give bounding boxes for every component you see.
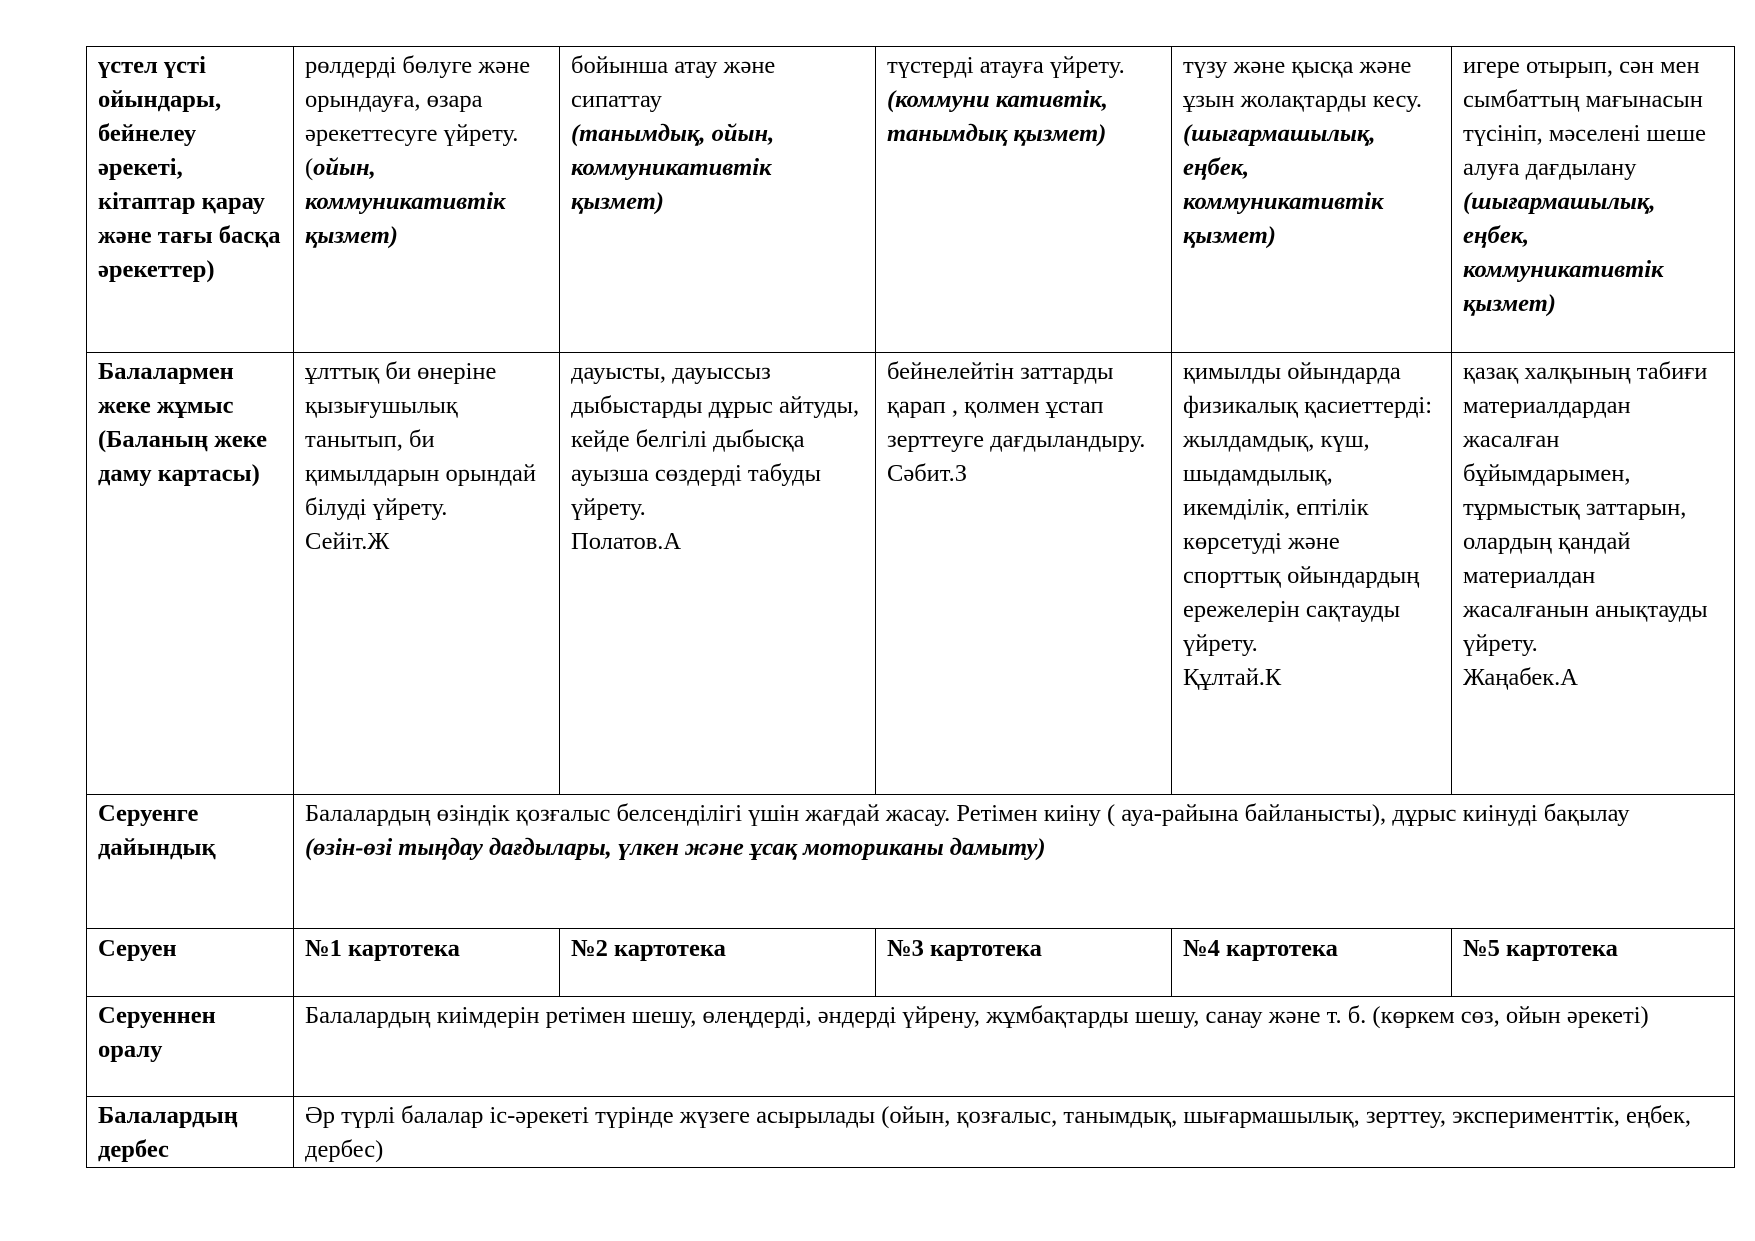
card-file-4: №4 картотека — [1172, 929, 1452, 997]
cell-text: дауысты, дауыссыз дыбыстарды дұрыс айтуды, кейде белгілі дыбысқа ауызша сөздерді табуды үйрету. — [571, 358, 860, 521]
table-row — [87, 47, 1735, 353]
table-cell — [1452, 47, 1735, 353]
cell-text: түстерді атауға үйрету. — [887, 52, 1125, 79]
table-cell — [294, 47, 560, 353]
activity-type: (шығармашылық, еңбек, коммуникативтік қызмет) — [1463, 188, 1664, 317]
cell-text: түзу және қысқа және ұзын жолақтарды кесу. — [1183, 52, 1422, 113]
table-row — [87, 1097, 1735, 1168]
table-row — [87, 929, 1735, 997]
table-cell — [1172, 47, 1452, 353]
row-header-walk: Серуен — [87, 929, 294, 997]
cell-text: қимылды ойындарда физикалық қасиеттерді: жылдамдық, күш, шыдамдылық, икемділік, ептілік көрсетуді және спорттық ойындардың ережелерін сақтауды үйрету. — [1183, 358, 1433, 657]
table-cell-merged — [294, 795, 1735, 929]
activity-type: ойын, коммуникативтік қызмет) — [305, 154, 506, 249]
child-name: Жаңабек.А — [1463, 664, 1578, 691]
activity-type: (танымдық, ойын, коммуникативтік қызмет) — [571, 120, 775, 215]
schedule-table — [86, 46, 1735, 1168]
child-name: Полатов.А — [571, 528, 682, 555]
row-header-walk-prep: Серуенге дайындық — [87, 795, 294, 929]
table-cell-merged: Балалардың киімдерін ретімен шешу, өлеңдерді, әндерді үйрену, жұмбақтарды шешу, санау және т. б. (көркем сөз, ойын әрекеті) — [294, 997, 1735, 1097]
row-header-tabletop-games: үстел үсті ойындары, бейнелеу әрекеті, кітаптар қарау және тағы басқа әрекеттер) — [87, 47, 294, 353]
child-name: Құлтай.К — [1183, 664, 1282, 691]
child-name: Сейіт.Ж — [305, 528, 390, 555]
cell-paren: ( — [305, 154, 314, 181]
table-cell — [876, 47, 1172, 353]
cell-text: ұлттық би өнеріне қызығушылық танытып, би қимылдарын орындай білуді үйрету. — [305, 358, 537, 521]
cell-text: бейнелейтін заттарды қарап , қолмен ұстап зерттеуге дағдыландыру. — [887, 358, 1146, 453]
table-cell — [560, 353, 876, 795]
card-file-2: №2 картотека — [560, 929, 876, 997]
table-cell — [876, 353, 1172, 795]
table-row — [87, 353, 1735, 795]
cell-text: игере отырып, сән мен сымбаттың мағынасын түсініп, мәселені шеше алуға дағдылану — [1463, 52, 1706, 181]
table-cell — [294, 353, 560, 795]
card-file-5: №5 картотека — [1452, 929, 1735, 997]
cell-text: қазақ халқының табиғи материалдардан жасалған бұйымдарымен, тұрмыстық заттарын, олардың қандай материалдан жасалғанын анықтауды үйрету. — [1463, 358, 1708, 657]
cell-text: Балалардың өзіндік қозғалыс белсенділігі үшін жағдай жасау. Ретімен киіну ( ауа-райына байланысты), дұрыс киінуді бақылау — [305, 800, 1630, 827]
cell-text: рөлдерді бөлуге және орындауға, өзара әрекеттесуге үйрету. — [305, 52, 531, 147]
table-row — [87, 997, 1735, 1097]
table-cell-merged: Әр түрлі балалар іс-әрекеті түрінде жүзеге асырылады (ойын, қозғалыс, танымдық, шығармашылық, зерттеу, эксперименттік, еңбек, дербес) — [294, 1097, 1735, 1168]
cell-text: бойынша атау және сипаттау — [571, 52, 776, 113]
row-header-independent: Балалардың дербес — [87, 1097, 294, 1168]
table-row — [87, 795, 1735, 929]
table-cell — [1452, 353, 1735, 795]
child-name: Сәбит.З — [887, 460, 968, 487]
table-cell — [1172, 353, 1452, 795]
activity-type: (шығармашылық, еңбек, коммуникативтік қызмет) — [1183, 120, 1384, 249]
activity-type: (коммуни кативтік, танымдық қызмет) — [887, 86, 1108, 147]
table-cell — [560, 47, 876, 353]
card-file-3: №3 картотека — [876, 929, 1172, 997]
row-header-individual-work: Балалармен жеке жұмыс (Баланың жеке даму картасы) — [87, 353, 294, 795]
row-header-return-from-walk: Серуеннен оралу — [87, 997, 294, 1097]
card-file-1: №1 картотека — [294, 929, 560, 997]
activity-type: (өзін-өзі тыңдау дағдылары, үлкен және ұсақ моториканы дамыту) — [305, 834, 1046, 861]
